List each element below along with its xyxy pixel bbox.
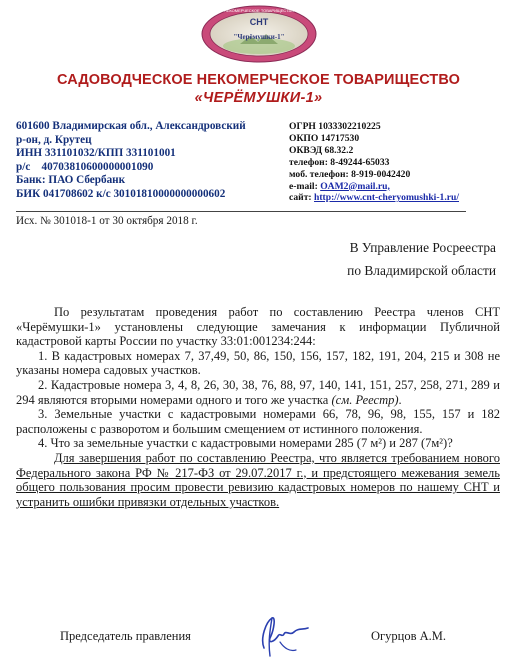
remark-2-text: 2. Кадастровые номера 3, 4, 8, 26, 30, 38, 76, 88, 97, 140, 141, 151, 257, 258, 271, 289 и 294 являются вторыми номерами одного и того же участка [16,377,500,407]
ogrn: ОГРН 1033302210225 [289,121,381,132]
remark-3: 3. Земельные участки с кадастровыми номерами 66, 78, 96, 98, 155, 157 и 182 расположены с разворотом и большим смещением от истинного положения. [16,407,500,436]
okpo: ОКПО 14717530 [289,132,360,144]
header-divider [16,211,466,212]
svg-text:"Черёмушки-1": "Черёмушки-1" [233,33,285,41]
remark-2 [16,378,500,407]
email-row [289,181,514,193]
mobile-phone: моб. телефон: 8-919-0042420 [289,168,411,180]
signatory-name: Огурцов А.М. [371,629,447,643]
postal-address-line-1: 601600 Владимирская обл., Александровский [16,120,246,132]
addressee-line-2: по Владимирской области [347,263,496,278]
organization-title: САДОВОДЧЕСКОЕ НЕКОМЕРЧЕСКОЕ ТОВАРИЩЕСТВО [57,72,460,88]
letter-body [16,305,500,509]
svg-text:СНТ: СНТ [249,17,269,27]
organization-name: «ЧЕРЁМУШКИ-1» [194,90,323,106]
signatory-title: Председатель правления [60,629,191,643]
email-link[interactable]: OAM2@mail.ru, [320,180,390,192]
website-row [289,192,514,204]
closing-paragraph: Для завершения работ по составлению Реестра, что является требованием нового Федерального закона РФ № 217-ФЗ от 29.07.2017 г., и предстоящего межевания земель общего пользования просим провести ревизию кадастровых номеров по нашему СНТ и устранить ошибки привязки отдельных участков. [16,450,500,509]
bik-correspondent-account: БИК 041708602 к/с 30101810000000000602 [16,187,226,200]
remark-1: 1. В кадастровых номерах 7, 37,49, 50, 86, 150, 156, 157, 182, 191, 204, 215 и 308 не указаны номера садовых участков. [16,348,500,378]
bank-account: р/с 40703810600000001090 [16,160,154,173]
organization-logo [200,4,318,64]
remark-2-end: . [398,392,402,407]
outgoing-number: Исх. № 301018-1 от 30 октября 2018 г. [16,215,198,227]
phone: телефон: 8-49244-65033 [289,156,390,168]
svg-text:НЕКОМЕРЧЕСКОЕ ТОВАРИЩЕСТВО: НЕКОМЕРЧЕСКОЕ ТОВАРИЩЕСТВО [223,8,295,13]
postal-address-line-2: р-он, д. Крутец [16,133,92,146]
email-label: e-mail: [289,180,318,192]
bank-name: Банк: ПАО Сбербанк [16,174,126,187]
requisites-left [16,120,286,202]
addressee-line-1: В Управление Росреестра [349,240,496,255]
requisites-right [289,121,514,204]
inn-kpp: ИНН 331101032/КПП 331101001 [16,147,176,160]
website-label: сайт: [289,192,312,204]
remark-2-note: (см. Реестр) [331,392,399,407]
addressee [347,236,496,282]
intro-paragraph: По результатам проведения работ по составлению Реестра членов СНТ «Черёмушки-1» установлены следующие замечания к информации Публичной кадастровой карты России по участку 33:01:001234:244: [16,305,500,349]
handwritten-signature [250,608,314,660]
okved: ОКВЭД 68.32.2 [289,144,354,156]
remark-4: 4. Что за земельные участки с кадастровыми номерами 285 (7 м²) и 287 (7м²)? [38,436,453,451]
website-link[interactable]: http://www.cnt-cheryomushki-1.ru/ [314,192,459,204]
